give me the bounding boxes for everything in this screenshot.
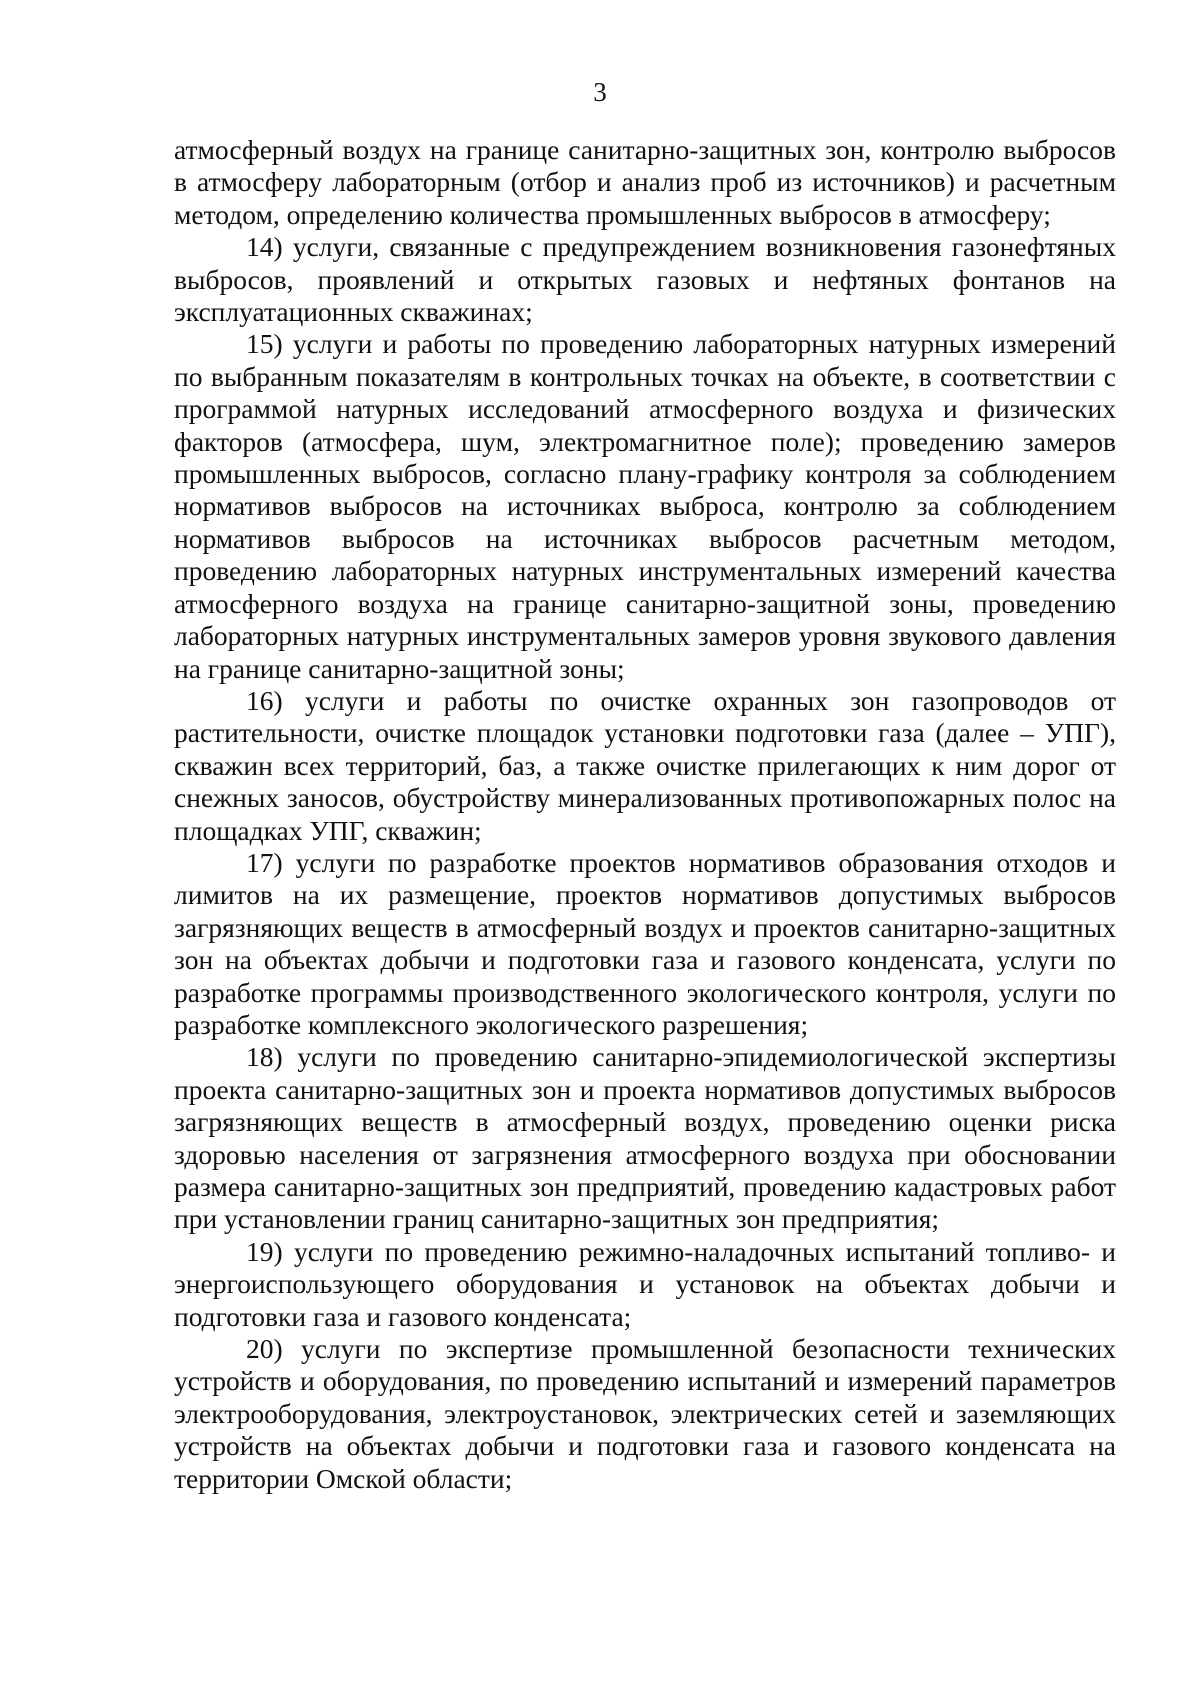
paragraph-item-14: 14) услуги, связанные с предупреждением возникновения газонефтяных выбросов, проявлений и открытых газовых и нефтяных фонтанов на эксплуатационных скважинах; — [174, 231, 1116, 328]
paragraph-item-20: 20) услуги по экспертизе промышленной безопасности технических устройств и оборудования, по проведению испытаний и измерений параметров электрооборудования, электроустановок, электрических сетей и заземляющих устройств на объектах добычи и подготовки газа и газового конденсата на территории Омской области; — [174, 1333, 1116, 1494]
paragraph-item-17: 17) услуги по разработке проектов нормативов образования отходов и лимитов на их размещение, проектов нормативов допустимых выбросов загрязняющих веществ в атмосферный воздух и проектов санитарно-защитных зон на объектах добычи и подготовки газа и газового конденсата, услуги по разработке программы производственного экологического контроля, услуги по разработке комплексного экологического разрешения; — [174, 846, 1116, 1040]
paragraph-item-15: 15) услуги и работы по проведению лабораторных натурных измерений по выбранным показателям в контрольных точках на объекте, в соответствии с программой натурных исследований атмосферного воздуха и физических факторов (атмосфера, шум, электромагнитное поле); проведению замеров промышленных выбросов, согласно плану-графику контроля за соблюдением нормативов выбросов на источниках выброса, контролю за соблюдением нормативов выбросов на источниках выбросов расчетным методом, проведению лабораторных натурных инструментальных измерений качества атмосферного воздуха на границе санитарно-защитной зоны, проведению лабораторных натурных инструментальных замеров уровня звукового давления на границе санитарно-защитной зоны; — [174, 328, 1116, 684]
paragraph-continued: атмосферный воздух на границе санитарно-защитных зон, контролю выбросов в атмосферу лабораторным (отбор и анализ проб из источников) и расчетным методом, определению количества промышленных выбросов в атмосферу; — [174, 134, 1116, 230]
page-number: 3 — [593, 77, 607, 107]
paragraph-item-19: 19) услуги по проведению режимно-наладочных испытаний топливо- и энергоиспользующего оборудования и установок на объектах добычи и подготовки газа и газового конденсата; — [174, 1235, 1116, 1332]
paragraph-item-18: 18) услуги по проведению санитарно-эпидемиологической экспертизы проекта санитарно-защитных зон и проекта нормативов допустимых выбросов загрязняющих веществ в атмосферный воздух, проведению оценки риска здоровью населения от загрязнения атмосферного воздуха при обосновании размера санитарно-защитных зон предприятий, проведению кадастровых работ при установлении границ санитарно-защитных зон предприятия; — [174, 1041, 1116, 1235]
document-body — [174, 134, 1116, 1495]
paragraph-item-16: 16) услуги и работы по очистке охранных зон газопроводов от растительности, очистке площадок установки подготовки газа (далее – УПГ), скважин всех территорий, баз, а также очистке прилегающих к ним дорог от снежных заносов, обустройству минерализованных противопожарных полос на площадках УПГ, скважин; — [174, 684, 1116, 846]
